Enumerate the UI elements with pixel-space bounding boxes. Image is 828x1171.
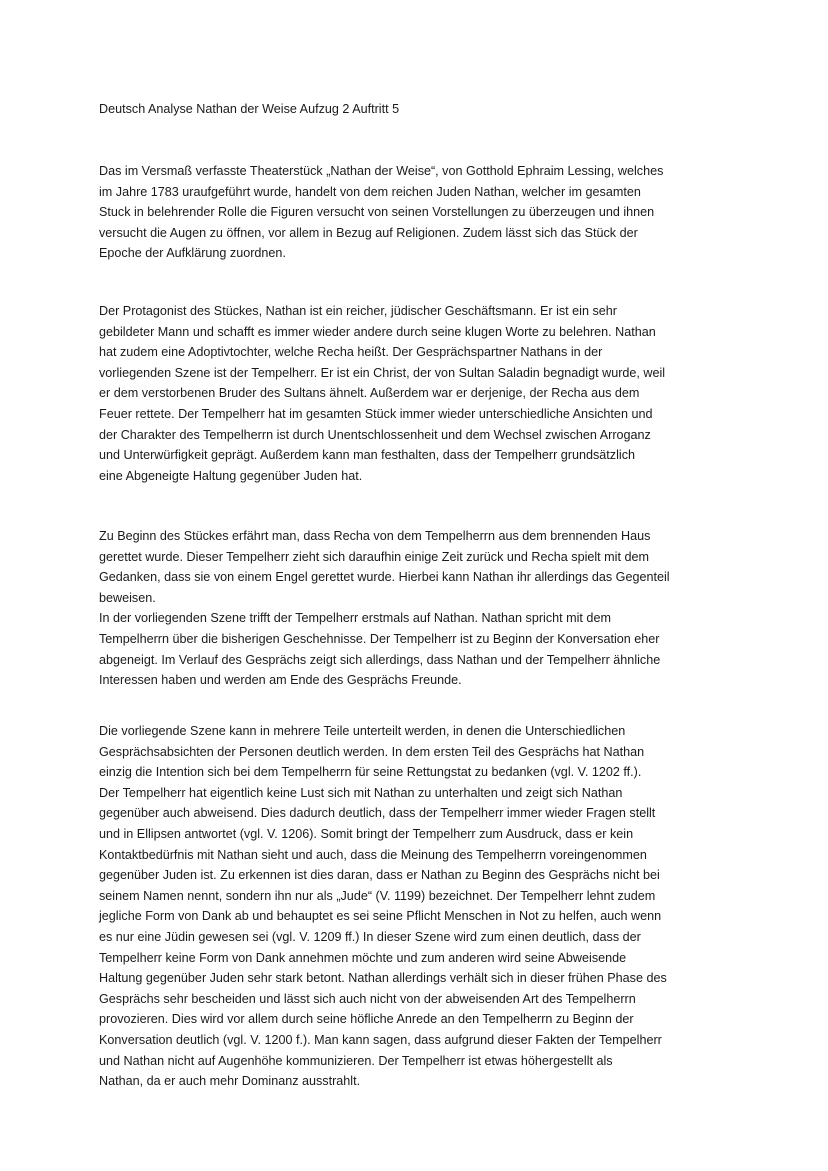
paragraph-analysis [99,721,667,1092]
paragraph-line: es nur eine Jüdin gewesen sei (vgl. V. 1209 ff.) In dieser Szene wird zum einen deutlich, dass der [99,929,641,944]
paragraph-line: Der Tempelherr hat eigentlich keine Lust sich mit Nathan zu unterhalten und zeigt sich Nathan [99,785,623,800]
paragraph-line: gebildeter Mann und schafft es immer wieder andere durch seine klugen Worte zu belehren. Nathan [99,324,656,339]
paragraph-line: seinem Namen nennt, sondern ihn nur als „Jude“ (V. 1199) bezeichnet. Der Tempelherr lehnt zudem [99,888,656,903]
paragraph-line: Haltung gegenüber Juden sehr stark betont. Nathan allerdings verhält sich in dieser frühen Phase des [99,971,667,986]
paragraph-line: einzig die Intention sich bei dem Tempelherrn für seine Rettungstat zu bedanken (vgl. V. 1202 ff.). [99,765,642,780]
paragraph-line: Stuck in belehrender Rolle die Figuren versucht von seinen Vorstellungen zu überzeugen und ihnen [99,205,655,220]
paragraph-line: Tempelherr keine Form von Dank annehmen möchte und zum anderen wird seine Abweisende [99,950,627,965]
paragraph-line: Gesprächs sehr bescheiden und lässt sich auch nicht von der abweisenden Art des Tempelherrn [99,991,636,1006]
paragraph-line: Gedanken, dass sie von einem Engel gerettet wurde. Hierbei kann Nathan ihr allerdings das Gegenteil [99,570,670,585]
paragraph-line: Kontaktbedürfnis mit Nathan sieht und auch, dass die Meinung des Tempelherrn voreingenommen [99,847,647,862]
paragraph-line: Epoche der Aufklärung zuordnen. [99,246,286,261]
paragraph-line: Interessen haben und werden am Ende des Gesprächs Freunde. [99,673,462,688]
paragraph-line: Nathan, da er auch mehr Dominanz ausstrahlt. [99,1074,361,1089]
paragraph-line: Zu Beginn des Stückes erfährt man, dass Recha von dem Tempelherrn aus dem brennenden Haus [99,529,651,543]
paragraph-context [99,526,670,691]
paragraph-line: beweisen. [99,590,156,605]
paragraph-line: und Nathan nicht auf Augenhöhe kommunizieren. Der Tempelherr ist etwas höhergestellt als [99,1053,613,1068]
paragraph-line: im Jahre 1783 uraufgeführt wurde, handelt von dem reichen Juden Nathan, welcher im gesamten [99,184,641,199]
paragraph-characters [99,301,665,486]
paragraph-line: Gesprächsabsichten der Personen deutlich werden. In dem ersten Teil des Gesprächs hat Nathan [99,744,645,759]
paragraph-line: gegenüber auch abweisend. Dies dadurch deutlich, dass der Tempelherr immer wieder Fragen stellt [99,806,656,821]
paragraph-line: gerettet wurde. Dieser Tempelherr zieht sich daraufhin einige Zeit zurück und Recha spielt mit dem [99,549,649,564]
document-title: Deutsch Analyse Nathan der Weise Aufzug 2 Auftritt 5 [99,102,400,116]
paragraph-line: Die vorliegende Szene kann in mehrere Teile unterteilt werden, in denen die Unterschiedlichen [99,724,626,738]
paragraph-line: Feuer rettete. Der Tempelherr hat im gesamten Stück immer wieder unterschiedliche Ansichten und [99,406,653,421]
paragraph-line: In der vorliegenden Szene trifft der Tempelherr erstmals auf Nathan. Nathan spricht mit dem [99,611,611,626]
paragraph-line: hat zudem eine Adoptivtochter, welche Recha heißt. Der Gesprächspartner Nathans in der [99,345,603,360]
paragraph-line: er dem verstorbenen Bruder des Sultans ähnelt. Außerdem war er derjenige, der Recha aus dem [99,386,640,401]
paragraph-line: gegenüber Juden ist. Zu erkennen ist dies daran, dass er Nathan zu Beginn des Gesprächs nicht bei [99,868,660,883]
paragraph-line: und in Ellipsen antwortet (vgl. V. 1206). Somit bringt der Tempelherr zum Ausdruck, dass er kein [99,826,634,841]
paragraph-line: versucht die Augen zu öffnen, vor allem in Bezug auf Religionen. Zudem lässt sich das Stück der [99,225,638,240]
paragraph-line: Der Protagonist des Stückes, Nathan ist ein reicher, jüdischer Geschäftsmann. Er ist ein sehr [99,304,617,318]
paragraph-line: provozieren. Dies wird vor allem durch seine höfliche Anrede an den Tempelherrn zu Beginn der [99,1012,634,1027]
paragraph-line: Tempelherrn über die bisherigen Geschehnisse. Der Tempelherr ist zu Beginn der Konversation eher [99,631,660,646]
paragraph-line: eine Abgeneigte Haltung gegenüber Juden hat. [99,468,363,483]
paragraph-line: und Unterwürfigkeit geprägt. Außerdem kann man festhalten, dass der Tempelherr grundsätzlich [99,448,635,463]
paragraph-line: der Charakter des Tempelherrn ist durch Unentschlossenheit und dem Wechsel zwischen Arroganz [99,427,651,442]
paragraph-line: Konversation deutlich (vgl. V. 1200 f.). Man kann sagen, dass aufgrund dieser Fakten der Tempelherr [99,1032,662,1047]
paragraph-line: jegliche Form von Dank ab und behauptet es sei seine Pflicht Menschen in Not zu helfen, auch wenn [99,909,662,924]
paragraph-line: abgeneigt. Im Verlauf des Gesprächs zeigt sich allerdings, dass Nathan und der Tempelherr ähnliche [99,652,661,667]
paragraph-line: Das im Versmaß verfasste Theaterstück „Nathan der Weise“, von Gotthold Ephraim Lessing, welches [99,164,664,178]
paragraph-line: vorliegenden Szene ist der Tempelherr. Er ist ein Christ, der von Sultan Saladin begnadigt wurde, weil [99,365,666,380]
document-page [99,99,735,1089]
paragraph-introduction [99,161,663,264]
